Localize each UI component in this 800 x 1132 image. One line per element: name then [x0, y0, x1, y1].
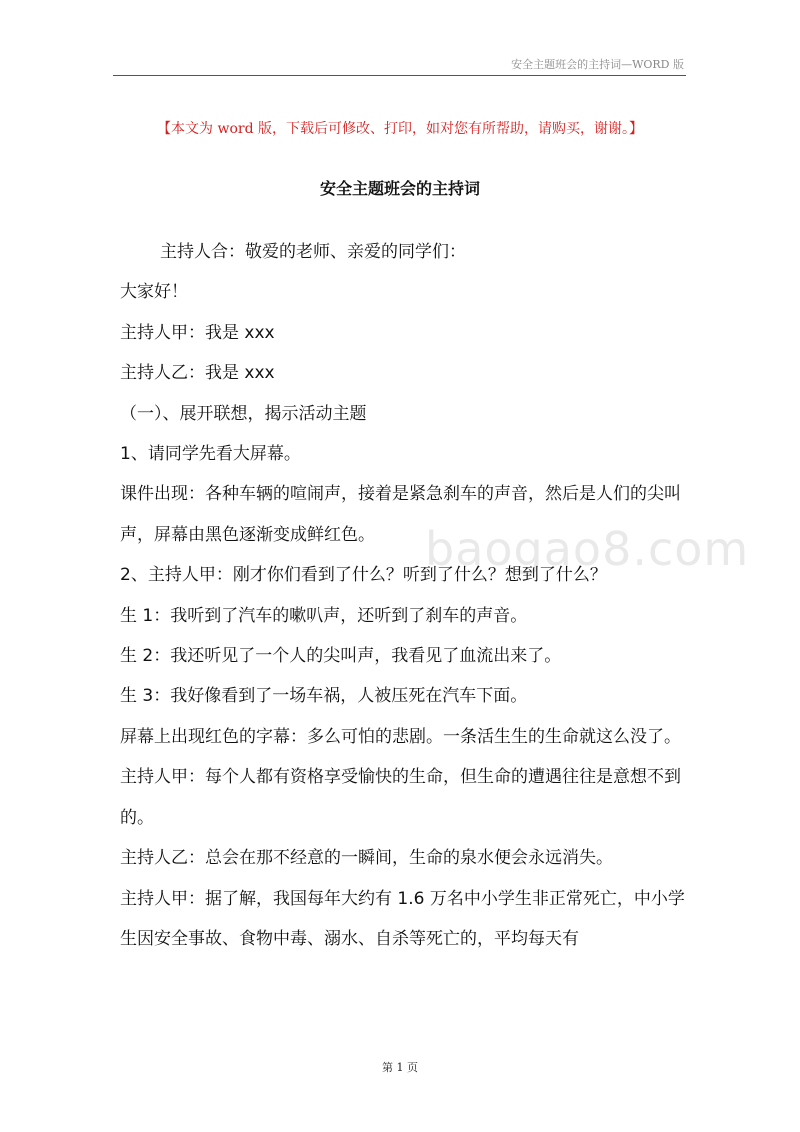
paragraph: 大家好！ [120, 282, 188, 303]
paragraph: 生 3：我好像看到了一场车祸，人被压死在汽车下面。 [120, 686, 528, 707]
paragraph: 屏幕上出现红色的字幕：多么可怕的悲剧。一条活生生的生命就这么没了。 [120, 726, 681, 747]
paragraph: 主持人甲：每个人都有资格享受愉快的生命，但生命的遭遇往往是意想不到的。 [120, 767, 681, 828]
document-title: 安全主题班会的主持词 [319, 179, 480, 198]
paragraph: 1、请同学先看大屏幕。 [120, 444, 301, 465]
section-heading: （一）、展开联想，揭示活动主题 [120, 403, 367, 424]
paragraph: 主持人乙：总会在那不经意的一瞬间，生命的泉水便会永远消失。 [120, 848, 613, 869]
running-header: 安全主题班会的主持词—WORD 版 [511, 58, 684, 71]
paragraph: 2、主持人甲：刚才你们看到了什么？听到了什么？想到了什么？ [120, 565, 607, 586]
paragraph: 课件出现：各种车辆的喧闹声，接着是紧急刹车的声音，然后是人们的尖叫声，屏幕由黑色逐渐变成鲜红色。 [120, 484, 681, 545]
paragraph: 主持人甲：据了解，我国每年大约有 1.6 万名中小学生非正常死亡，中小学生因安全事故、食物中毒、溺水、自杀等死亡的，平均每天有 [120, 888, 685, 949]
paragraph: 生 2：我还听见了一个人的尖叫声，我看见了血流出来了。 [120, 646, 562, 667]
header-divider [113, 75, 686, 76]
paragraph: 主持人乙：我是 xxx [120, 363, 275, 384]
watermark: baogao8.com [425, 522, 750, 576]
purchase-notice: 【本文为 word 版，下载后可修改、打印，如对您有所帮助，请购买，谢谢。】 [157, 121, 643, 137]
paragraph: 主持人合：敬爱的老师、亲爱的同学们： [160, 242, 466, 262]
paragraph: 主持人甲：我是 xxx [120, 322, 275, 343]
document-body [120, 232, 686, 959]
paragraph: 生 1：我听到了汽车的嗽叭声，还听到了刹车的声音。 [120, 605, 528, 626]
page-number: 第 1 页 [382, 1061, 418, 1074]
